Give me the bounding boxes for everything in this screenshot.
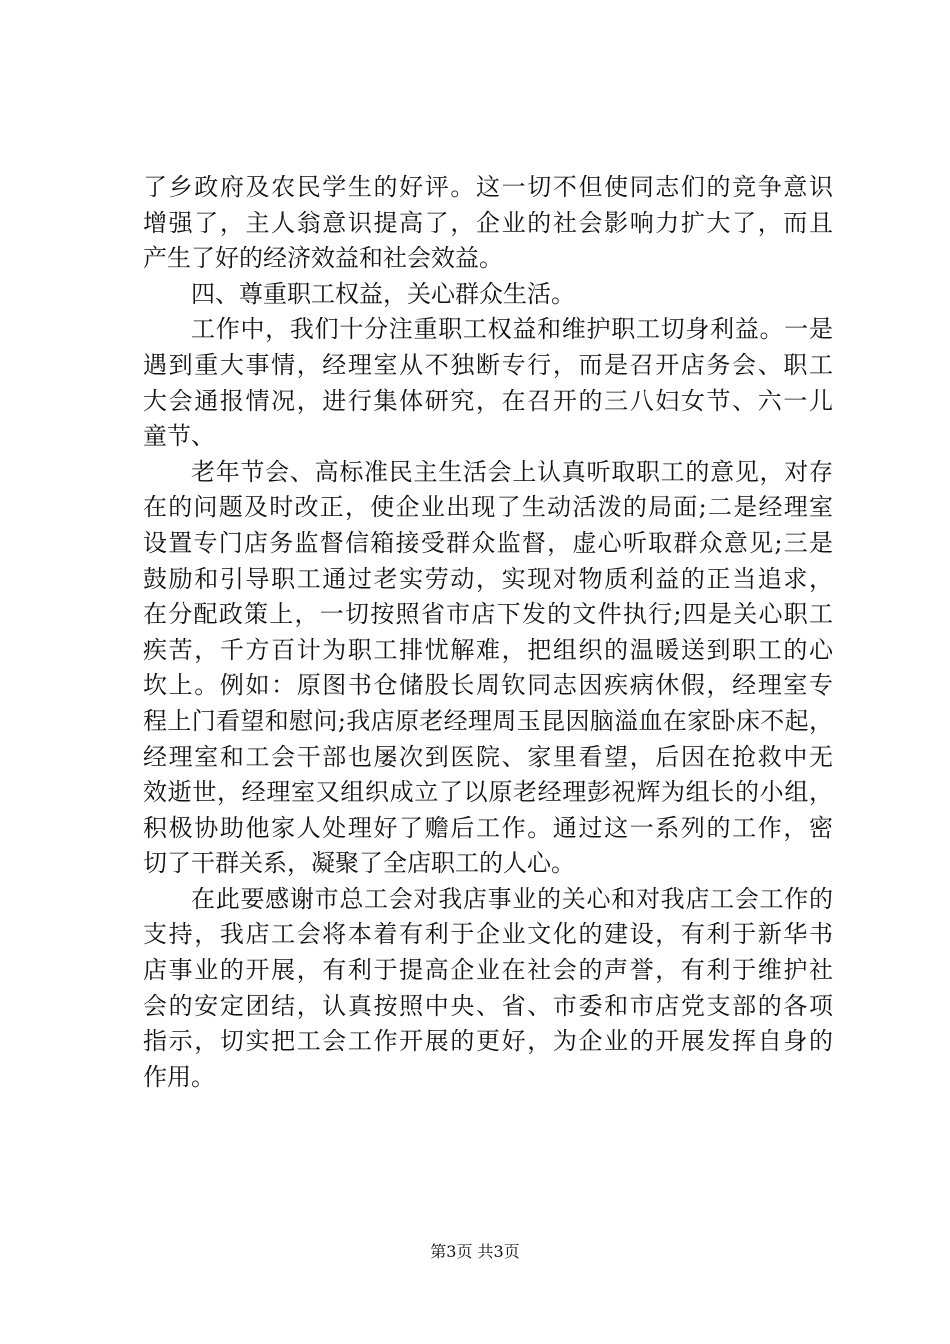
text-line: 效逝世，经理室又组织成立了以原老经理彭祝辉为组长的小组， — [143, 778, 833, 807]
text-line: 童节、 — [143, 422, 215, 451]
text-line: 增强了，主人翁意识提高了，企业的社会影响力扩大了，而且 — [143, 208, 833, 237]
text-line: 老年节会、高标准民主生活会上认真听取职工的意见，对存 — [191, 457, 833, 486]
text-line: 工作中，我们十分注重职工权益和维护职工切身利益。一是 — [191, 315, 833, 344]
text-line: 店事业的开展，有利于提高企业在社会的声誉，有利于维护社 — [143, 956, 833, 985]
text-line: 在的问题及时改正，使企业出现了生动活泼的局面;二是经理室 — [143, 493, 833, 522]
text-line: 鼓励和引导职工通过老实劳动，实现对物质利益的正当追求， — [143, 564, 833, 593]
text-line: 会的安定团结，认真按照中央、省、市委和市店党支部的各项 — [143, 991, 833, 1020]
page-number-footer: 第3页 共3页 — [430, 1242, 520, 1261]
text-line: 积极协助他家人处理好了赡后工作。通过这一系列的工作，密 — [143, 813, 833, 842]
text-line: 在此要感谢市总工会对我店事业的关心和对我店工会工作的 — [191, 884, 833, 913]
text-line: 经理室和工会干部也屡次到医院、家里看望，后因在抢救中无 — [143, 742, 833, 771]
text-line: 坎上。例如：原图书仓储股长周钦同志因疾病休假，经理室专 — [143, 671, 833, 700]
text-line: 在分配政策上，一切按照省市店下发的文件执行;四是关心职工 — [143, 600, 833, 629]
text-line: 了乡政府及农民学生的好评。这一切不但使同志们的竞争意识 — [143, 173, 833, 201]
document-body — [143, 170, 833, 1095]
text-line: 疾苦，千方百计为职工排忧解难，把组织的温暖送到职工的心 — [143, 635, 833, 664]
text-line: 产生了好的经济效益和社会效益。 — [143, 244, 503, 273]
text-line: 大会通报情况，进行集体研究，在召开的三八妇女节、六一儿 — [143, 386, 833, 415]
section-heading: 四、尊重职工权益，关心群众生活。 — [191, 279, 575, 308]
text-line: 支持，我店工会将本着有利于企业文化的建设，有利于新华书 — [143, 920, 833, 949]
text-line: 作用。 — [143, 1062, 215, 1091]
text-line: 设置专门店务监督信箱接受群众监督，虚心听取群众意见;三是 — [143, 528, 833, 557]
text-line: 遇到重大事情，经理室从不独断专行，而是召开店务会、职工 — [143, 350, 833, 379]
text-line: 指示，切实把工会工作开展的更好，为企业的开展发挥自身的 — [143, 1027, 833, 1056]
text-line: 切了干群关系，凝聚了全店职工的人心。 — [143, 849, 575, 878]
text-line: 程上门看望和慰问;我店原老经理周玉昆因脑溢血在家卧床不起， — [143, 706, 833, 735]
